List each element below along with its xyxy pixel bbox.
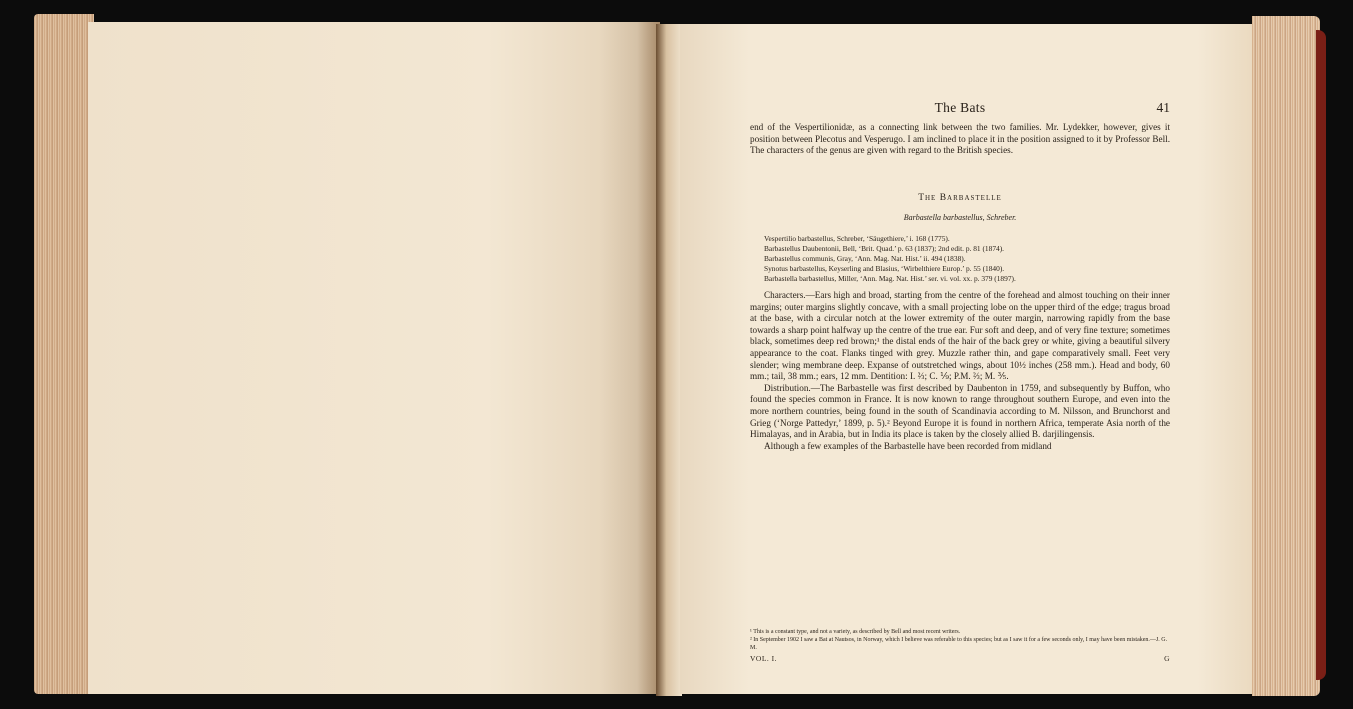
right-page-edges — [1252, 16, 1320, 696]
book-cover-edge — [1316, 30, 1326, 680]
volume-line — [750, 654, 1170, 663]
synonymy-list — [750, 234, 1170, 284]
blank-left-page — [88, 22, 660, 694]
intro-paragraph: end of the Vespertilionidæ, as a connecting link between the two families. Mr. Lydekker, however, gives it position between Plecotus and Vesperugo. I am inclined to place it in the position assigned to it by Professor Bell. The characters of the genus are given with regard to the British species. — [750, 122, 1170, 156]
page-curve-shadow — [600, 22, 660, 694]
volume-label: VOL. I. — [750, 654, 778, 663]
characters-paragraph: Characters.—Ears high and broad, starting from the centre of the forehead and almost touching on their inner margins; outer margins slightly concave, with a small projecting lobe on the upper third of the edge; tragus broad at the base, with a circular notch at the lower extremity of the outer margin, narrowing rapidly from the base towards a sharp point halfway up the centre of the true ear. Fur soft and deep, and of very fine texture; sometimes black, sometimes deep red brown;¹ the distal ends of the hair of the back grey or white, giving a beautiful silvery appearance to the coat. Flanks tinged with grey. Muzzle rather thin, and gape comparatively small. Feet very slender; wing membrane deep. Expanse of outstretched wings, about 10½ inches (258 mm.). Head and body, 60 mm.; tail, 38 mm.; ears, 12 mm. Dentition: I. ⅔; C. ⅑; P.M. ⅔; M. ⅗. — [750, 290, 1170, 382]
distribution-paragraph: Distribution.—The Barbastelle was first described by Daubenton in 1759, and subsequently by Buffon, who found the species common in France. It is now known to range throughout southern Europe, and even into the more northern countries, being found in the south of Scandinavia according to M. Nilsson, and Brunchorst and Grieg (‘Norge Pattedyr,’ 1899, p. 5).² Beyond Europe it is found in northern Africa, temperate Asia north of the Himalayas, and in Arabia, but in India its place is taken by the closely allied B. darjilingensis. — [750, 382, 1170, 440]
closing-paragraph: Although a few examples of the Barbastelle have been recorded from midland — [764, 440, 1052, 451]
footnote: ¹ This is a constant type, and not a variety, as described by Bell and most recent writers. — [750, 629, 961, 635]
synonym-entry: Barbastellus communis, Gray, ‘Ann. Mag. Nat. Hist.’ ii. 494 (1838). — [764, 254, 966, 263]
synonym-entry: Barbastellus Daubentonii, Bell, ‘Brit. Quad.’ p. 63 (1837); 2nd edit. p. 81 (1874). — [764, 244, 1005, 253]
signature-mark: G — [1164, 654, 1170, 663]
section-title: The Barbastelle — [918, 193, 1002, 203]
book-gutter — [656, 24, 682, 696]
page-number: 41 — [1156, 100, 1170, 115]
footnotes — [750, 628, 1170, 663]
species-header — [750, 193, 1170, 222]
footnote: ² In September 1902 I saw a Bat at Nautsos, in Norway, which I believe was referable to this species; but as I saw it for a few seconds only, I may have been mistaken.—J. G. M. — [750, 637, 1168, 651]
left-page-edges — [34, 14, 94, 694]
synonym-entry: Vespertilio barbastellus, Schreber, ‘Säugethiere,’ i. 168 (1775). — [764, 234, 950, 243]
synonym-entry: Barbastella barbastellus, Miller, ‘Ann. Mag. Nat. Hist.’ ser. vi. vol. xx. p. 379 (1897). — [764, 274, 1016, 283]
body-section — [750, 290, 1170, 452]
running-head — [750, 100, 1170, 116]
species-binomial: Barbastella barbastellus, Schreber. — [903, 213, 1017, 222]
intro-section — [750, 122, 1170, 157]
page-title: The Bats — [934, 100, 986, 115]
synonym-entry: Synotus barbastellus, Keyserling and Blasius, ‘Wirbelthiere Europ.’ p. 55 (1840). — [764, 264, 1005, 273]
